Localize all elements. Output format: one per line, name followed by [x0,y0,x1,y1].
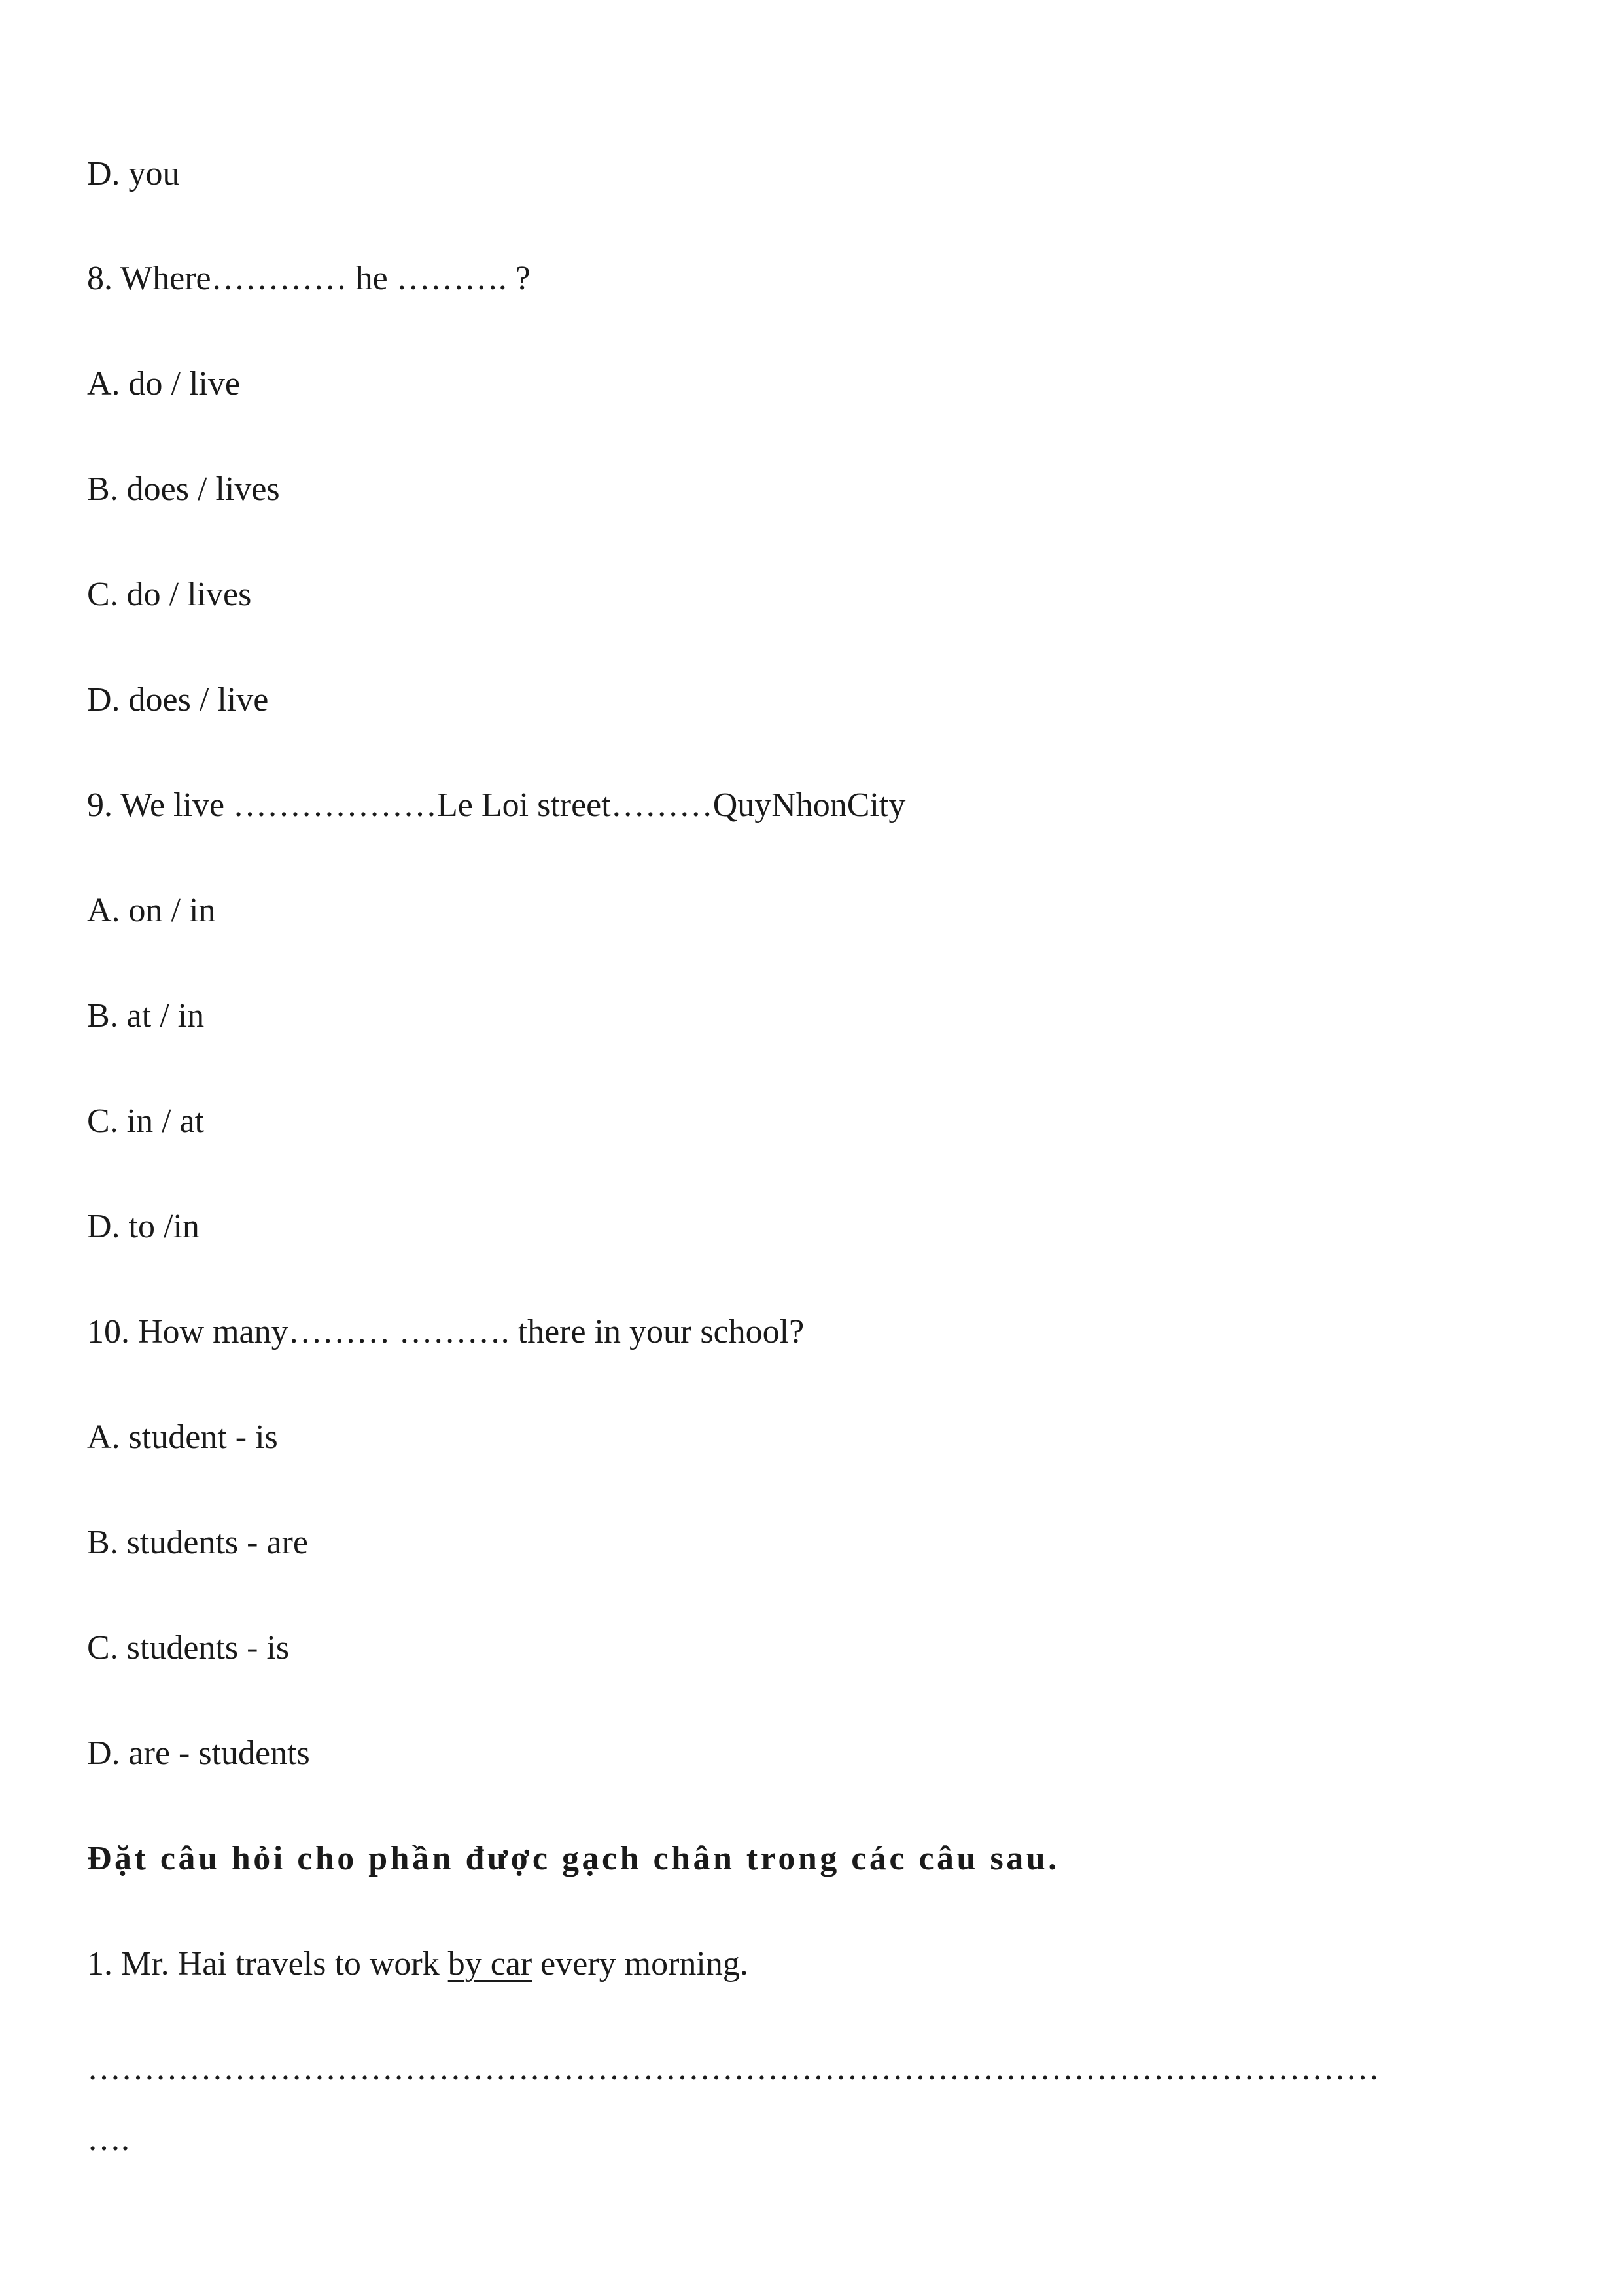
option-b-q9: B. at / in [87,997,205,1034]
option-d-q9: D. to /in [87,1208,200,1245]
option-c-q9: C. in / at [87,1103,205,1140]
option-d-q8: D. does / live [87,681,269,718]
question-1-text-after: every morning. [532,1945,748,1983]
option-c-q10: C. students - is [87,1629,290,1667]
rewrite-question-1 [87,1943,748,1985]
question-10: 10. How many……… ………. there in your school? [87,1313,805,1351]
question-1-underlined-phrase: by car [447,1945,532,1983]
option-d-q10: D. are - students [87,1735,310,1772]
question-8: 8. Where………… he ………. ? [87,260,531,297]
option-d-q7: D. you [87,155,180,192]
answer-dotted-line: …………………………………………………………………………………………………… [87,2050,1380,2087]
question-1-text-before: 1. Mr. Hai travels to work [87,1945,448,1983]
option-a-q10: A. student - is [87,1419,278,1456]
answer-dotted-line-end: …. [87,2121,130,2158]
question-9: 9. We live ………………Le Loi street………QuyNhonCity [87,786,906,824]
option-a-q8: A. do / live [87,365,240,402]
option-b-q8: B. does / lives [87,470,280,508]
option-c-q8: C. do / lives [87,576,252,613]
option-b-q10: B. students - are [87,1524,308,1561]
option-a-q9: A. on / in [87,892,216,929]
section-heading: Đặt câu hỏi cho phần được gạch chân trong các câu sau. [87,1840,1060,1877]
